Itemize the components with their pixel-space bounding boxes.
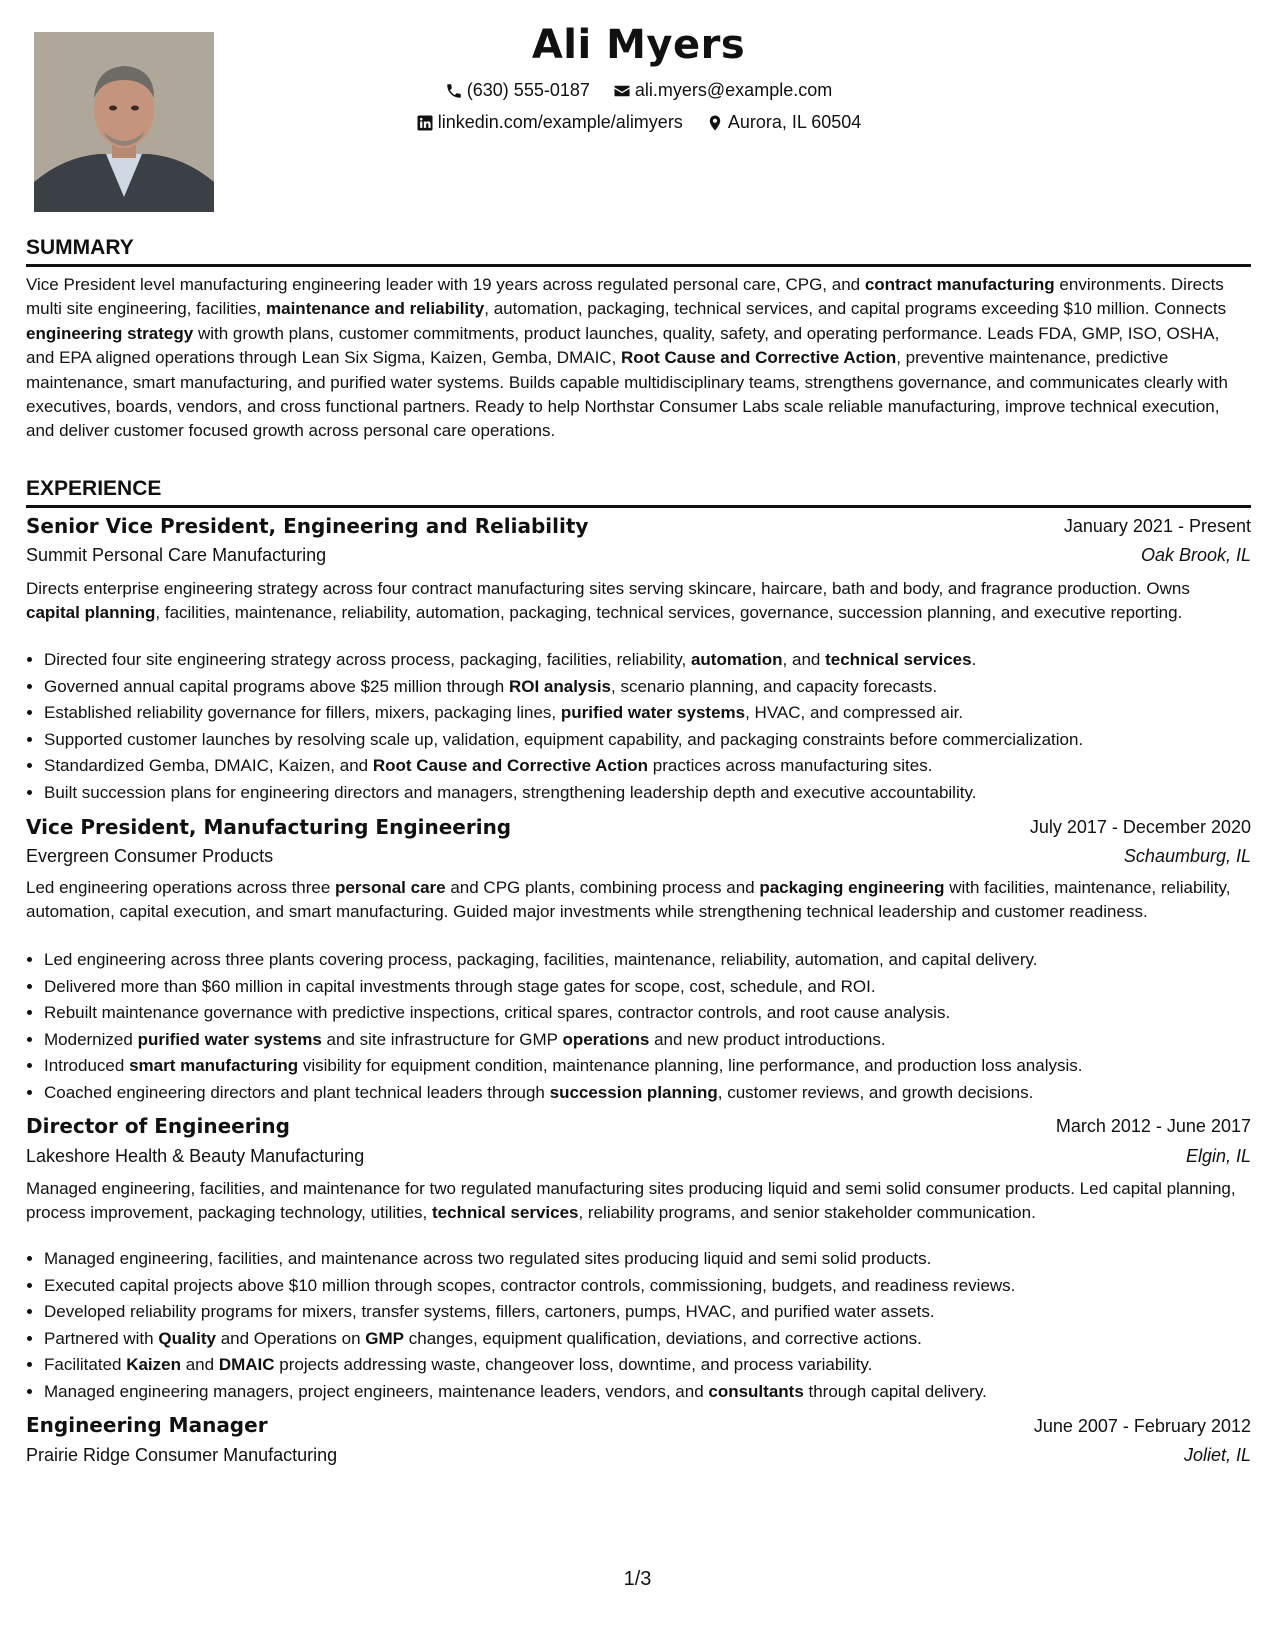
emphasized-text: purified water systems — [560, 703, 746, 723]
emphasized-text: DMAIC — [218, 1355, 275, 1375]
phone-contact[interactable] — [445, 80, 590, 101]
text-run: Managed engineering, facilities, and maintenance across two regulated sites producing liquid and semi solid products. — [44, 1249, 932, 1268]
text-run: , automation, packaging, technical services, and capital programs exceeding $10 million. Connects — [484, 299, 1227, 319]
candidate-name: Ali Myers — [531, 22, 746, 68]
bullet-item — [44, 1299, 1264, 1326]
job-dates: January 2021 - Present — [1063, 516, 1251, 536]
text-run: Directed four site engineering strategy across process, packaging, facilities, reliability, — [44, 650, 691, 669]
contact-line-secondary — [26, 112, 1251, 137]
text-run: Facilitated — [44, 1355, 127, 1375]
text-run: , and — [782, 650, 826, 669]
bullet-item — [44, 780, 1264, 807]
bullet-item — [44, 700, 1264, 727]
text-run: Standardized Gemba, DMAIC, Kaizen, and — [44, 756, 373, 776]
home-location: Aurora, IL 60504 — [727, 112, 862, 132]
bullet-item — [44, 1246, 1264, 1273]
emphasized-text: operations — [562, 1029, 650, 1049]
emphasized-text: maintenance and reliability — [266, 299, 485, 319]
envelope-icon — [613, 82, 631, 100]
bullet-item — [44, 1379, 1264, 1406]
job-bullets — [26, 1246, 1264, 1406]
emphasized-text: Root Cause and Corrective Action — [372, 756, 649, 776]
text-run: and Operations on — [215, 1328, 366, 1348]
text-run: Coached engineering directors and plant technical leaders through — [44, 1082, 550, 1102]
linkedin-contact[interactable] — [416, 112, 683, 133]
text-run: and new product introductions. — [649, 1029, 886, 1049]
job-description — [26, 876, 1246, 925]
bullet-item — [44, 1273, 1264, 1300]
text-run: Governed annual capital programs above $25 million through — [44, 676, 509, 696]
text-run: environments. Directs multi site engineering, facilities, — [26, 275, 1224, 319]
emphasized-text: capital planning — [26, 603, 156, 623]
job-title: Senior Vice President, Engineering and Reliability — [26, 514, 589, 538]
phone-icon — [445, 82, 463, 100]
job-company: Prairie Ridge Consumer Manufacturing — [26, 1445, 338, 1465]
text-run: and site infrastructure for GMP — [321, 1029, 563, 1049]
text-run: projects addressing waste, changeover loss, downtime, and process variability. — [274, 1355, 873, 1375]
job-company: Evergreen Consumer Products — [26, 846, 274, 866]
text-run: visibility for equipment condition, maintenance planning, line performance, and production loss analysis. — [298, 1056, 1083, 1076]
job-dates: July 2017 - December 2020 — [1029, 817, 1251, 837]
job-company: Lakeshore Health & Beauty Manufacturing — [26, 1146, 365, 1166]
text-run: Developed reliability programs for mixers, transfer systems, fillers, cartoners, pumps, HVAC, and purified water assets. — [44, 1302, 935, 1322]
job-location: Schaumburg, IL — [1123, 846, 1251, 866]
job-bullets — [26, 647, 1264, 807]
job-title: Engineering Manager — [26, 1413, 268, 1437]
location-contact — [706, 112, 861, 133]
bullet-item — [44, 1080, 1264, 1107]
text-run: Managed engineering, facilities, and maintenance for two regulated manufacturing sites producing liquid and semi solid consumer products. Led capital planning, process improvement, packaging technology, utilities, — [26, 1179, 1236, 1223]
phone-number: (630) 555-0187 — [466, 80, 590, 100]
text-run: Directs enterprise engineering strategy across four contract manufacturing sites serving skincare, haircare, bath and body, and fragrance production. Owns — [26, 579, 1190, 598]
bullet-item — [44, 947, 1264, 974]
text-run: Modernized — [44, 1029, 138, 1049]
text-run: Introduced — [44, 1056, 130, 1076]
bullet-item — [44, 1326, 1264, 1353]
emphasized-text: contract manufacturing — [864, 275, 1055, 294]
map-marker-icon — [706, 114, 724, 132]
emphasized-text: Root Cause and Corrective Action — [621, 348, 897, 368]
job-title: Director of Engineering — [26, 1114, 290, 1138]
linkedin-icon — [416, 114, 434, 132]
text-run: Rebuilt maintenance governance with predictive inspections, critical spares, contractor controls, and root cause analysis. — [44, 1003, 951, 1023]
text-run: Led engineering across three plants covering process, packaging, facilities, maintenance, reliability, automation, and capital delivery. — [44, 950, 1038, 969]
job-company: Summit Personal Care Manufacturing — [26, 545, 327, 565]
job-location: Joliet, IL — [1183, 1445, 1251, 1465]
text-run: with growth plans, customer commitments, product launches, quality, safety, and operating performance. Leads FDA, GMP, ISO, OSHA, and EPA aligned operations through Lean Six Sigma, Kaizen, Gemba, DMAIC, — [26, 323, 1220, 368]
job-location: Oak Brook, IL — [1140, 545, 1251, 565]
text-run: Established reliability governance for fillers, mixers, packaging lines, — [44, 703, 561, 723]
text-run: Supported customer launches by resolving scale up, validation, equipment capability, and packaging constraints before commercialization. — [44, 729, 1084, 749]
contact-line-primary — [26, 80, 1251, 105]
emphasized-text: technical services — [825, 650, 972, 669]
emphasized-text: smart manufacturing — [129, 1056, 299, 1076]
text-run: changes, equipment qualification, deviations, and corrective actions. — [404, 1328, 922, 1348]
emphasized-text: consultants — [708, 1381, 804, 1401]
bullet-item — [44, 674, 1264, 701]
bullet-item — [44, 1000, 1264, 1027]
summary-text — [26, 273, 1246, 444]
text-run: and CPG plants, combining process and — [445, 878, 760, 897]
text-run: practices across manufacturing sites. — [648, 756, 933, 776]
bullet-item — [44, 1027, 1264, 1054]
text-run: , reliability programs, and senior stakeholder communication. — [578, 1203, 1036, 1223]
text-run: , facilities, maintenance, reliability, automation, packaging, technical services, governance, succession planning, and executive reporting. — [155, 603, 1183, 623]
text-run: . — [971, 650, 977, 669]
emphasized-text: ROI analysis — [508, 676, 612, 696]
experience-heading: EXPERIENCE — [26, 477, 1251, 508]
bullet-item — [44, 727, 1264, 754]
bullet-item — [44, 1053, 1264, 1080]
text-run: , HVAC, and compressed air. — [745, 703, 964, 723]
text-run: Delivered more than $60 million in capital investments through stage gates for scope, cost, schedule, and ROI. — [44, 976, 876, 996]
text-run: , customer reviews, and growth decisions. — [717, 1082, 1034, 1102]
emphasized-text: Kaizen — [126, 1355, 181, 1375]
job-description — [26, 577, 1246, 626]
emphasized-text: purified water systems — [137, 1029, 322, 1049]
emphasized-text: packaging engineering — [759, 878, 945, 897]
bullet-item — [44, 647, 1264, 674]
job-dates: March 2012 - June 2017 — [1055, 1116, 1251, 1136]
emphasized-text: technical services — [432, 1203, 579, 1223]
emphasized-text: engineering strategy — [26, 323, 194, 343]
job-description — [26, 1177, 1246, 1226]
bullet-item — [44, 974, 1264, 1001]
job-location: Elgin, IL — [1185, 1146, 1251, 1166]
text-run: Vice President level manufacturing engineering leader with 19 years across regulated personal care, CPG, and — [26, 275, 865, 294]
emphasized-text: succession planning — [549, 1082, 718, 1102]
text-run: , preventive maintenance, predictive maintenance, smart manufacturing, and purified water systems. Builds capable multidisciplinary teams, strengthens governance, and communicates clearly with executives, boards, vendors, and cross functional partners. Ready to help Northstar Consumer Labs scale reliable manufacturing, improve technical execution, and deliver customer focused growth across personal care operations. — [26, 348, 1228, 441]
job-bullets — [26, 947, 1264, 1107]
page-number: 1/3 — [623, 1568, 652, 1590]
job-title: Vice President, Manufacturing Engineering — [26, 815, 512, 839]
emphasized-text: personal care — [335, 878, 446, 897]
text-run: with facilities, maintenance, reliability, automation, capital execution, and smart manufacturing. Guided major investments while strengthening technical leadership and customer readiness. — [26, 878, 1231, 922]
linkedin-url: linkedin.com/example/alimyers — [437, 112, 683, 132]
text-run: and — [181, 1355, 219, 1375]
emphasized-text: automation — [690, 650, 783, 669]
text-run: Built succession plans for engineering directors and managers, strengthening leadership depth and executive accountability. — [44, 782, 977, 802]
email-contact[interactable] — [613, 80, 832, 101]
text-run: Partnered with — [44, 1328, 159, 1348]
text-run: , scenario planning, and capacity forecasts. — [611, 676, 938, 696]
summary-heading: SUMMARY — [26, 236, 1251, 267]
job-dates: June 2007 - February 2012 — [1033, 1416, 1251, 1436]
text-run: through capital delivery. — [803, 1381, 987, 1401]
bullet-item — [44, 1352, 1264, 1379]
text-run: Managed engineering managers, project engineers, maintenance leaders, vendors, and — [44, 1381, 709, 1401]
text-run: Led engineering operations across three — [26, 878, 336, 897]
emphasized-text: GMP — [365, 1328, 405, 1348]
email-address: ali.myers@example.com — [634, 80, 833, 100]
text-run: Executed capital projects above $10 million through scopes, contractor controls, commissioning, budgets, and readiness reviews. — [44, 1275, 1016, 1295]
emphasized-text: Quality — [158, 1328, 216, 1348]
bullet-item — [44, 753, 1264, 780]
